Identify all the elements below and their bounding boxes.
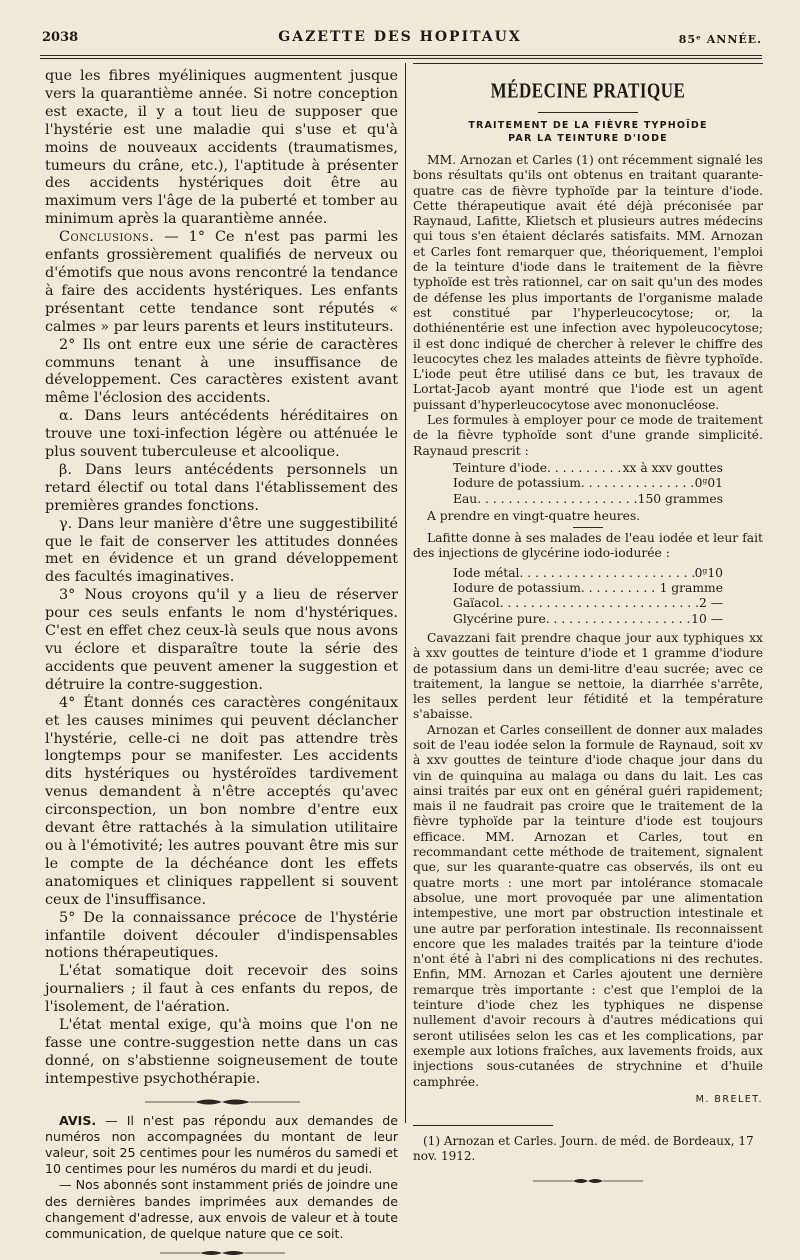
paragraph: β. Dans leurs antécédents personnels un retard électif ou total dans l'établissement des premières grandes fonctions. [45, 461, 398, 514]
avis-notice [45, 1113, 398, 1178]
recipe-row: Gaïacol . . . 2 — [453, 596, 723, 611]
paragraph: Arnozan et Carles conseillent de donner aux malades soit de l'eau iodée selon la formule de Raynaud, soit xv à xxv gouttes de teinture d'iode chaque jour dans du vin de quinquina au malaga ou dans du lait. Les cas ainsi traités par eux ont en général guéri rapidement; mais il ne faudrait pas croire que le traitement de la fièvre typhoïde par la teinture d'iode est toujours efficace. MM. Arnozan et Carles, tout en recommandant cette méthode de traitement, signalent que, sur les quarante-quatre cas observés, ils ont eu quatre morts : une mort par intolérance stomacale absolue, une mort provoquée par une alimentation intempestive, une mort par obstruction intestinale et une autre par perforation intestinale. Ils reconnaissent encore que les malades traités par la teinture d'iode n'ont été à l'abri ni des complications ni des rechutes. Enfin, MM. Arnozan et Carles ajoutent une dernière remarque très importante : c'est que l'emploi de la teinture d'iode chez les typhiques ne dispense nullement d'avoir recours à d'autres médications qui seront utilisées selon les cas et les complications, par exemple aux lotions fraîches, aux lavements froids, aux injections sous-cutanées de strychnine et d'huile camphrée. [413, 722, 763, 1089]
paragraph: 5° De la connaissance précoce de l'hystérie infantile doivent découler d'indispensables notions thérapeutiques. [45, 909, 398, 962]
small-rule [573, 527, 603, 528]
paragraph: 3° Nous croyons qu'il y a lieu de réserver pour ces seuls enfants le nom d'hystériques. C'est en effet chez ceux-là seuls que nous avons vu éclore et disparaître toute la série des accidents que peuvent amener la suggestion et détruire la contre-suggestion. [45, 587, 398, 693]
avis-label: AVIS. [59, 1112, 97, 1128]
recipe-row: Glycérine pure . . . 10 — [453, 612, 723, 627]
left-column [45, 68, 398, 1260]
recipe-raynaud [413, 461, 763, 507]
right-column [413, 68, 763, 1187]
article-subtitle-2: PAR LA TEINTURE D'IODE [508, 133, 668, 144]
conclusions-paragraph [45, 229, 398, 336]
column-divider [405, 63, 406, 1123]
avis-text: — Il n'est pas répondu aux demandes de numéros non accompagnées du montant de leur valeur, soit 25 centimes pour les numéros du samedi et 10 centimes pour les numéros du mardi et du jeudi. [45, 1112, 398, 1177]
paragraph: L'état somatique doit recevoir des soins journaliers ; il faut à ces enfants du repos, de l'isolement, de l'aération. [45, 963, 398, 1016]
recipe-row: Iodure de potassium . . . 0ᵍ01 [453, 476, 723, 491]
recipe-lafitte [413, 566, 763, 627]
recipe-row: Eau . . . 150 grammes [453, 492, 723, 507]
footnote-rule [413, 1125, 553, 1126]
paragraph: que les fibres myéliniques augmentent jusque vers la quarantième année. Si notre conception est exacte, il y a tout lieu de supposer que l'hystérie est une maladie qui s'use et qu'à moins de nouveaux accidents (traumatismes, tumeurs du crâne, etc.), l'aptitude à présenter des accidents hystériques doit être au maximum vers l'âge de la puberté et tomber au minimum après la quarantième année. [45, 68, 398, 228]
conclusions-label: Conclusions. [59, 229, 155, 246]
paragraph: γ. Dans leur manière d'être une suggestibilité que le fait de conserver les attitudes données met en évidence et un grand développement des facultés imaginatives. [45, 515, 398, 586]
recipe-row: Iode métal . . . 0ᵍ10 [453, 566, 723, 581]
title-rule [538, 112, 638, 113]
paragraph: Les formules à employer pour ce mode de traitement de la fièvre typhoïde sont d'une grande simplicité. Raynaud prescrit : [413, 413, 763, 458]
paragraph: Cavazzani fait prendre chaque jour aux typhiques xx à xxv gouttes de teinture d'iode et 1 gramme d'iodure de potassium dans un demi-litre d'eau sucrée; avec ce traitement, la langue se nettoie, la diarrhée s'arrête, les selles perdent leur fétidité et la température s'abaisse. [413, 630, 763, 722]
paragraph: MM. Arnozan et Carles (1) ont récemment signalé les bons résultats qu'ils ont obtenus en traitant quarante-quatre cas de fièvre typhoïde par la teinture d'iode. Cette thérapeutique avait été déjà préconisée par Raynaud, Lafitte, Klietsch et plusieurs autres médecins qui tous s'en étaient déclarés satisfaits. MM. Arnozan et Carles font remarquer que, théoriquement, l'emploi de la teinture d'iode dans le traitement de la fièvre typhoïde est très rationnel, car on sait qu'un des modes de défense les plus importants de l'organisme malade est constitué par l'hyperleucocytose; or, la dothiénentérie est une infection avec hypoleucocytose; il est donc indiqué de chercher à relever le chiffre des leucocytes chez les malades atteints de fièvre typhoïde. L'iode peut être utilisé dans ce but, les travaux de Lortat-Jacob ayant montré que l'iode est un agent puissant d'hyperleucocytose avec mononucléose. [413, 153, 763, 412]
article-subtitle-1: TRAITEMENT DE LA FIÈVRE TYPHOÏDE [468, 120, 708, 131]
avis-notice-2: — Nos abonnés sont instamment priés de joindre une des dernières bandes imprimées aux demandes de changement d'adresse, aux envois de valeur et à toute communication, de quelque nature que ce soit. [45, 1177, 398, 1242]
recipe-row: Iodure de potassium . . . 1 gramme [453, 581, 723, 596]
conclusions-text: — 1° Ce n'est pas parmi les enfants grossièrement qualifiés de nerveux ou d'émotifs que nous avons rencontré la tendance à faire des accidents hystériques. Les enfants présentant cette tendance sont réputés « calmes » par leurs parents et leurs instituteurs. [45, 229, 398, 335]
ornament-divider [45, 1095, 398, 1109]
recipe-row: Teinture d'iode . . . xx à xxv gouttes [453, 461, 723, 476]
ornament-divider [45, 1246, 398, 1260]
right-column-top-rule [413, 63, 763, 64]
ornament-divider [413, 1173, 763, 1187]
page-number: 2038 [42, 30, 79, 45]
journal-title: GAZETTE DES HOPITAUX [278, 29, 522, 45]
paragraph: 2° Ils ont entre eux une série de caractères communs tenant à une insuffisance de développement. Ces caractères existent avant même l'éclosion des accidents. [45, 336, 398, 407]
footnote: (1) Arnozan et Carles. Journ. de méd. de Bordeaux, 17 nov. 1912. [413, 1133, 754, 1164]
year-label: 85ᵉ ANNÉE. [678, 33, 762, 46]
paragraph: 4° Étant donnés ces caractères congénitaux et les causes minimes qui peuvent déclancher l'hystérie, celle-ci ne doit pas attendre très longtemps pour se manifester. Les accidents dits hystériques ou hystéroïdes tardivement venus demandent à n'être acceptés qu'avec circonspection, un bon nombre d'entre eux devant être rattachés à la simulation utilitaire ou à l'émotivité; les autres pouvant être mis sur le compte de la déchéance dont les effets anatomiques et cliniques rappellent si souvent ceux de l'insuffisance. [45, 694, 398, 908]
paragraph: A prendre en vingt-quatre heures. [427, 508, 641, 523]
paragraph: Lafitte donne à ses malades de l'eau iodée et leur fait des injections de glycérine iodo-iodurée : [413, 531, 763, 561]
header-rule-thin [40, 58, 762, 59]
author-signature: M. BRELET. [695, 1093, 763, 1105]
page-header [0, 28, 800, 52]
paragraph: α. Dans leurs antécédents héréditaires on trouve une toxi-infection légère ou atténuée le plus souvent tuberculeuse et alcoolique. [45, 408, 398, 461]
paragraph: L'état mental exige, qu'à moins que l'on ne fasse une contre-suggestion nette dans un cas donné, on s'abstienne soigneusement de toute intempestive psychothérapie. [45, 1017, 398, 1087]
section-title: MÉDECINE PRATIQUE [490, 78, 686, 103]
header-rule [40, 55, 762, 56]
